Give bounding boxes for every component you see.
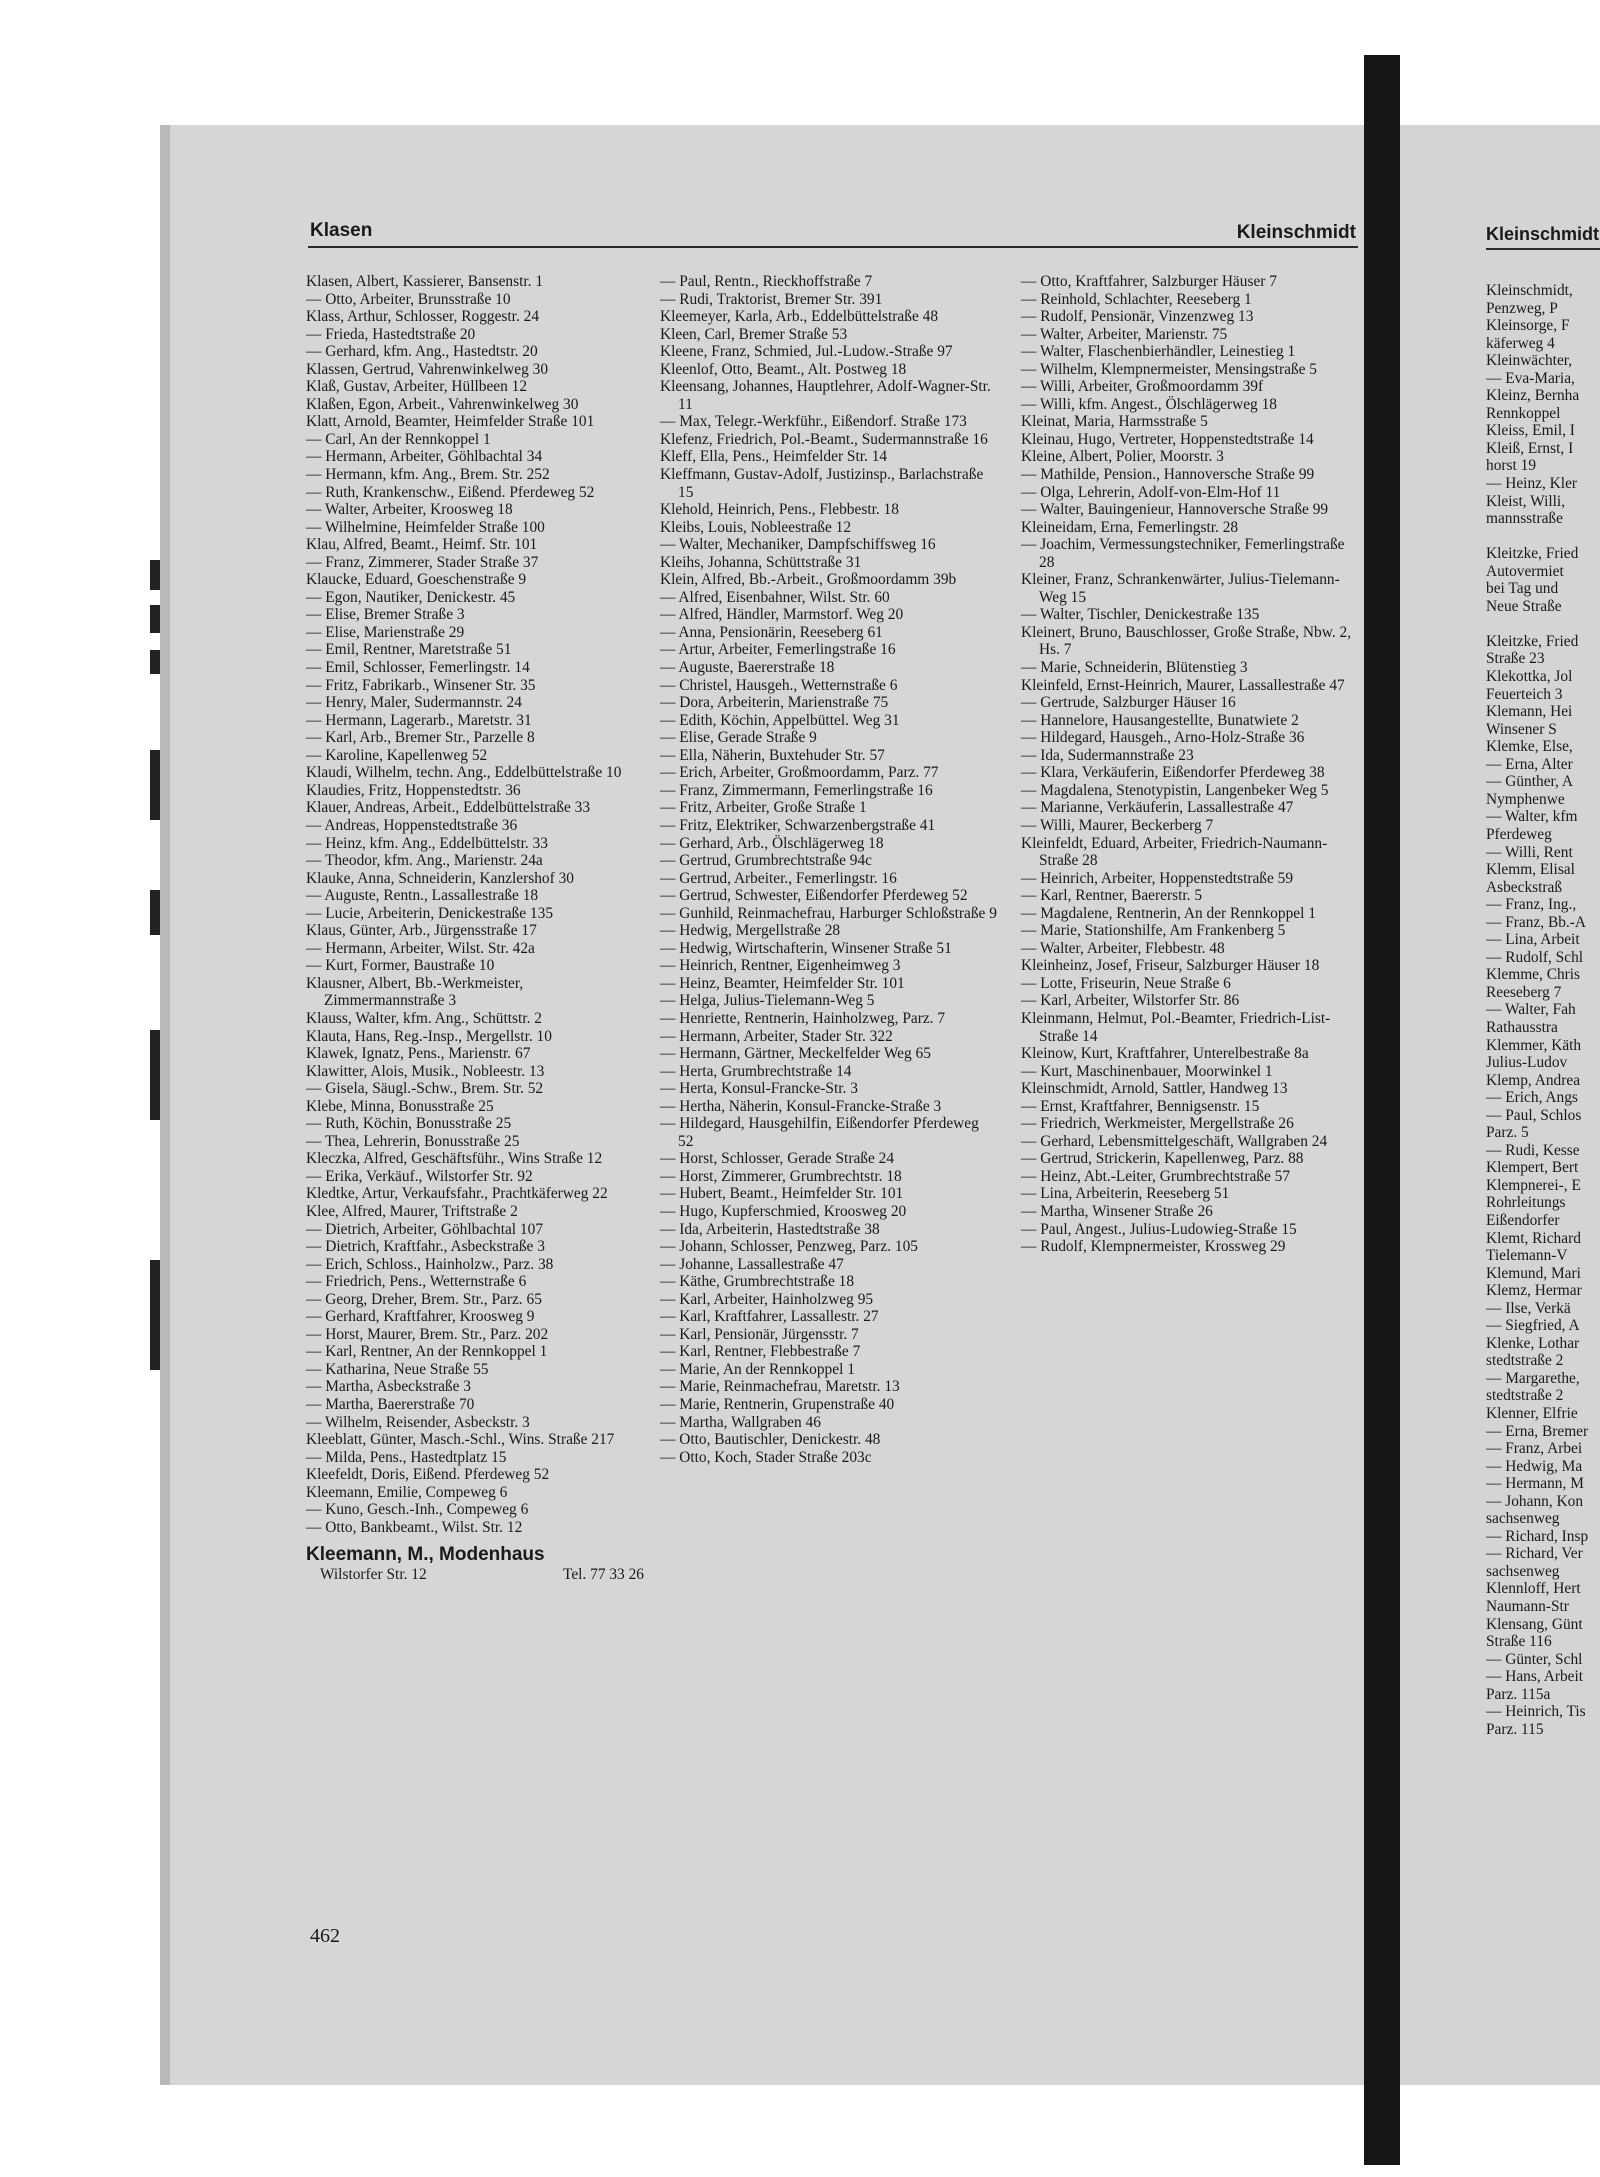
directory-entry: Klaucke, Eduard, Goeschenstraße 9 (306, 571, 527, 589)
directory-entry: — Fritz, Elektriker, Schwarzenbergstraße 41 (660, 816, 936, 834)
directory-entry: — Otto, Kraftfahrer, Salzburger Häuser 7 (1021, 273, 1277, 290)
directory-entry-fragment: — Erich, Angs (1486, 1089, 1578, 1107)
directory-entry-fragment: Pferdeweg (1486, 825, 1552, 843)
directory-entry: Klauss, Walter, kfm. Ang., Schüttstr. 2 (306, 1009, 542, 1027)
directory-entry: — Gertrud, Grumbrechtstraße 94c (660, 852, 872, 870)
directory-entry-fragment: — Richard, Ver (1486, 1545, 1583, 1563)
directory-entry: Klawitter, Alois, Musik., Nobleestr. 13 (306, 1062, 545, 1080)
directory-entry: — Katharina, Neue Straße 55 (306, 1360, 489, 1378)
directory-entry-fragment: — Günter, Schl (1486, 1650, 1583, 1668)
directory-entry: — Gertrude, Salzburger Häuser 16 (1021, 694, 1236, 712)
directory-entry-fragment: sachsenweg (1486, 1562, 1560, 1580)
directory-entry: — Hildegard, Hausgeh., Arno-Holz-Straße 36 (1021, 729, 1305, 747)
directory-entry-fragment: Winsener S (1486, 720, 1557, 738)
directory-entry: — Ella, Näherin, Buxtehuder Str. 57 (660, 746, 885, 764)
directory-entry: — Karl, Rentner, An der Rennkoppel 1 (306, 1343, 548, 1361)
directory-entry: — Anna, Pensionärin, Reeseberg 61 (660, 623, 883, 641)
directory-entry-fragment (1486, 615, 1600, 633)
directory-entry: — Georg, Dreher, Brem. Str., Parz. 65 (306, 1290, 542, 1308)
directory-entry: Kleiner, Franz, Schrankenwärter, Julius-Tielemann-Weg 15 (1021, 571, 1340, 606)
directory-entry: Klauke, Anna, Schneiderin, Kanzlershof 30 (306, 869, 574, 887)
directory-entry: — Walter, Flaschenbierhändler, Leinestieg 1 (1021, 343, 1296, 361)
directory-entry: — Friedrich, Werkmeister, Mergellstraße 26 (1021, 1115, 1294, 1133)
directory-entry: — Heinz, Beamter, Heimfelder Str. 101 (660, 974, 905, 992)
directory-entry: — Willi, Arbeiter, Großmoordamm 39f (1021, 378, 1264, 396)
directory-entry: — Martha, Baererstraße 70 (306, 1396, 475, 1413)
directory-entry: — Karl, Arb., Bremer Str., Parzelle 8 (306, 729, 535, 747)
directory-entry: — Gerhard, kfm. Ang., Hastedtstr. 20 (306, 343, 538, 361)
directory-entry-fragment: Klemke, Else, (1486, 738, 1573, 756)
directory-entry-fragment: mannsstraße (1486, 510, 1563, 528)
directory-entry-fragment: Rathausstra (1486, 1018, 1558, 1036)
directory-entry: Klassen, Gertrud, Vahrenwinkelweg 30 (306, 360, 549, 378)
running-head-next-page: Kleinschmidt (1486, 224, 1600, 244)
directory-entry: — Emil, Schlosser, Femerlingstr. 14 (306, 659, 530, 677)
directory-entry-fragment: Penzweg, P (1486, 299, 1558, 317)
directory-entry: — Reinhold, Schlachter, Reeseberg 1 (1021, 290, 1252, 308)
directory-entry: — Hertha, Näherin, Konsul-Francke-Straße 3 (660, 1097, 942, 1115)
directory-entry: Kleefeldt, Doris, Eißend. Pferdeweg 52 (306, 1466, 550, 1484)
running-head-left: Klasen (310, 220, 373, 241)
directory-entry: — Max, Telegr.-Werkführ., Eißendorf. Straße 173 (660, 413, 967, 431)
directory-entry-fragment: — Heinz, Kler (1486, 475, 1578, 493)
directory-entry: — Hermann, Arbeiter, Wilst. Str. 42a (306, 939, 535, 957)
directory-entry: — Henry, Maler, Sudermannstr. 24 (306, 694, 522, 712)
directory-entry: — Martha, Wallgraben 46 (660, 1413, 821, 1431)
directory-entry-fragment: Kleiss, Emil, I (1486, 422, 1575, 440)
directory-entry: Klauer, Andreas, Arbeit., Eddelbüttelstraße 33 (306, 799, 591, 817)
directory-entry: — Gunhild, Reinmachefrau, Harburger Schloßstraße 9 (660, 904, 997, 922)
advert-contact (306, 1566, 644, 1584)
directory-entry-fragment: stedtstraße 2 (1486, 1352, 1564, 1370)
directory-entry: Kleinow, Kurt, Kraftfahrer, Unterelbestraße 8a (1021, 1045, 1309, 1063)
directory-entry: — Hermann, Arbeiter, Göhlbachtal 34 (306, 448, 543, 466)
directory-entry-fragment: — Walter, Fah (1486, 1001, 1576, 1019)
directory-entry: — Walter, Bauingenieur, Hannoversche Straße 99 (1021, 501, 1329, 519)
directory-entry-fragment: Klemund, Mari (1486, 1264, 1581, 1282)
directory-entry: — Andreas, Hoppenstedtstraße 36 (306, 816, 518, 834)
directory-entry: — Gerhard, Arb., Ölschlägerweg 18 (660, 834, 884, 852)
directory-entry: — Marie, Schneiderin, Blütenstieg 3 (1021, 659, 1248, 677)
directory-entry: — Ruth, Krankenschw., Eißend. Pferdeweg 52 (306, 483, 595, 501)
directory-entry: — Karl, Rentner, Baererstr. 5 (1021, 887, 1203, 905)
directory-entry-fragment: Klemt, Richard (1486, 1229, 1581, 1247)
directory-entry: Klaßen, Egon, Arbeit., Vahrenwinkelweg 30 (306, 395, 579, 413)
directory-entry-fragment: — Erna, Alter (1486, 755, 1573, 773)
advert-name: Kleemann, M., Modenhaus (306, 1544, 545, 1566)
directory-entry: — Horst, Schlosser, Gerade Straße 24 (660, 1150, 895, 1168)
directory-entry-fragment: Kleitzke, Fried (1486, 545, 1579, 563)
directory-entry: — Frieda, Hastedtstraße 20 (306, 325, 476, 343)
directory-entry: — Hermann, kfm. Ang., Brem. Str. 252 (306, 466, 550, 484)
directory-entry: — Walter, Mechaniker, Dampfschiffsweg 16 (660, 536, 936, 554)
directory-entry: — Gerhard, Kraftfahrer, Kroosweg 9 (306, 1308, 535, 1326)
directory-entry-fragment: — Hermann, M (1486, 1475, 1584, 1493)
directory-entry: — Hermann, Lagerarb., Maretstr. 31 (306, 711, 532, 729)
directory-entry: — Franz, Zimmermann, Femerlingstraße 16 (660, 781, 933, 799)
directory-entry: — Ida, Arbeiterin, Hastedtstraße 38 (660, 1220, 880, 1238)
directory-entry: Kleinmann, Helmut, Pol.-Beamter, Friedrich-List-Straße 14 (1021, 1009, 1331, 1045)
directory-entry: — Erika, Verkäuf., Wilstorfer Str. 92 (306, 1167, 533, 1185)
directory-entry: — Willi, kfm. Angest., Ölschlägerweg 18 (1021, 395, 1277, 413)
directory-entry: — Karl, Arbeiter, Hainholzweg 95 (660, 1290, 874, 1308)
book-spine (1364, 55, 1400, 2165)
directory-entry-fragment: Klemmer, Käth (1486, 1036, 1582, 1054)
directory-entry: — Elise, Marienstraße 29 (306, 623, 465, 641)
directory-entry-fragment: Kleiß, Ernst, I (1486, 439, 1574, 457)
directory-entry: — Dietrich, Kraftfahr., Asbeckstraße 3 (306, 1238, 545, 1256)
directory-entry: Kleffmann, Gustav-Adolf, Justizinsp., Barlachstraße 15 (660, 466, 984, 501)
directory-entry: — Herta, Grumbrechtstraße 14 (660, 1062, 852, 1080)
directory-entry: — Otto, Bautischler, Denickestr. 48 (660, 1431, 881, 1449)
directory-entry-fragment: — Rudolf, Schl (1486, 948, 1584, 966)
directory-entry: — Friedrich, Pens., Wetternstraße 6 (306, 1273, 527, 1291)
directory-entry: Klaß, Gustav, Arbeiter, Hüllbeen 12 (306, 378, 528, 396)
directory-entry-fragment: Klensang, Günt (1486, 1615, 1583, 1633)
directory-entry-fragment: stedtstraße 2 (1486, 1387, 1564, 1405)
directory-entry: — Lucie, Arbeiterin, Denickestraße 135 (306, 904, 554, 922)
directory-entry-fragment: Klempnerei-, E (1486, 1176, 1581, 1194)
directory-entry: — Auguste, Baererstraße 18 (660, 659, 835, 677)
directory-entry-fragment: Klenner, Elfrie (1486, 1405, 1578, 1422)
directory-entry-fragment: — Lina, Arbeit (1486, 931, 1580, 949)
directory-entry: — Johann, Schlosser, Penzweg, Parz. 105 (660, 1238, 918, 1256)
directory-entry: — Fritz, Arbeiter, Große Straße 1 (660, 799, 867, 817)
directory-entry: Klee, Alfred, Maurer, Triftstraße 2 (306, 1202, 518, 1220)
directory-entry: — Kuno, Gesch.-Inh., Compeweg 6 (306, 1501, 529, 1519)
directory-entry: Kleinheinz, Josef, Friseur, Salzburger Häuser 18 (1021, 957, 1320, 975)
directory-entry-fragment: Kleinschmidt, (1486, 282, 1573, 299)
directory-entry: Kleinschmidt, Arnold, Sattler, Handweg 13 (1021, 1080, 1288, 1098)
directory-entry: — Thea, Lehrerin, Bonusstraße 25 (306, 1132, 520, 1150)
directory-entry: — Martha, Winsener Straße 26 (1021, 1202, 1213, 1220)
directory-entry: — Gerhard, Lebensmittelgeschäft, Wallgraben 24 (1021, 1132, 1328, 1150)
directory-entry: — Walter, Tischler, Denickestraße 135 (1021, 606, 1260, 624)
directory-entry-fragment: — Günther, A (1486, 773, 1574, 791)
next-page-column (1486, 282, 1600, 1738)
directory-entry: — Gertrud, Strickerin, Kapellenweg, Parz. 88 (1021, 1150, 1304, 1168)
directory-entry-fragment: — Ilse, Verkä (1486, 1299, 1571, 1317)
directory-entry: — Gertrud, Arbeiter., Femerlingstr. 16 (660, 869, 897, 887)
directory-entry-fragment: Eißendorfer (1486, 1211, 1560, 1229)
directory-entry-fragment: Reeseberg 7 (1486, 983, 1562, 1001)
directory-entry-fragment: — Willi, Rent (1486, 843, 1573, 861)
directory-entry: — Elise, Gerade Straße 9 (660, 729, 817, 747)
directory-entry-fragment: Klenke, Lothar (1486, 1334, 1580, 1352)
directory-entry: — Helga, Julius-Tielemann-Weg 5 (660, 992, 875, 1010)
directory-entry: — Dora, Arbeiterin, Marienstraße 75 (660, 694, 889, 712)
directory-entry: — Henriette, Rentnerin, Hainholzweg, Parz. 7 (660, 1009, 946, 1027)
directory-entry: Klein, Alfred, Bb.-Arbeit., Großmoordamm 39b (660, 571, 957, 589)
directory-entry-fragment: Klemm, Elisal (1486, 861, 1575, 879)
directory-entry: Klaus, Günter, Arb., Jürgensstraße 17 (306, 922, 537, 940)
directory-entry-fragment: Klennloff, Hert (1486, 1580, 1581, 1598)
directory-entry: Klass, Arthur, Schlosser, Roggestr. 24 (306, 308, 540, 326)
directory-entry: — Hannelore, Hausangestellte, Bunatwiete 2 (1021, 711, 1299, 729)
directory-entry: — Erich, Schloss., Hainholzw., Parz. 38 (306, 1255, 554, 1273)
directory-entry: Kleenlof, Otto, Beamt., Alt. Postweg 18 (660, 360, 907, 378)
directory-entry: — Hermann, Gärtner, Meckelfelder Weg 65 (660, 1045, 931, 1063)
directory-entry-fragment: — Paul, Schlos (1486, 1106, 1582, 1124)
directory-entry: Kleineidam, Erna, Femerlingstr. 28 (1021, 518, 1239, 536)
directory-entry-fragment: — Richard, Insp (1486, 1527, 1589, 1545)
directory-column-1 (306, 273, 644, 1584)
directory-entry-fragment: — Hedwig, Ma (1486, 1457, 1583, 1475)
directory-entry: — Karl, Rentner, Flebbestraße 7 (660, 1343, 861, 1361)
directory-entry: — Käthe, Grumbrechtstraße 18 (660, 1273, 855, 1291)
directory-entry: Kleihs, Johanna, Schüttstraße 31 (660, 553, 862, 571)
directory-entry-fragment: — Johann, Kon (1486, 1492, 1584, 1510)
directory-entry-fragment: Straße 23 (1486, 650, 1545, 668)
directory-entry-fragment: Rennkoppel (1486, 404, 1561, 422)
directory-entry: — Hugo, Kupferschmied, Kroosweg 20 (660, 1202, 907, 1220)
directory-entry-fragment: käferweg 4 (1486, 334, 1555, 352)
directory-entry-fragment: sachsenweg (1486, 1510, 1560, 1528)
directory-entry: Klehold, Heinrich, Pens., Flebbestr. 18 (660, 501, 899, 519)
directory-entry: — Gertrud, Schwester, Eißendorfer Pferdeweg 52 (660, 887, 968, 905)
directory-entry: Kleinert, Bruno, Bauschlosser, Große Straße, Nbw. 2, Hs. 7 (1021, 623, 1352, 659)
directory-entry: Klasen, Albert, Kassierer, Bansenstr. 1 (306, 273, 544, 290)
page-number: 462 (310, 1925, 340, 1947)
directory-entry: Kleinat, Maria, Harmsstraße 5 (1021, 413, 1208, 431)
directory-entry: Klauta, Hans, Reg.-Insp., Mergellstr. 10 (306, 1027, 552, 1045)
directory-entry-fragment: Tielemann-V (1486, 1247, 1568, 1265)
advert-address: Wilstorfer Str. 12 (320, 1566, 427, 1584)
directory-entry: — Erich, Arbeiter, Großmoordamm, Parz. 77 (660, 764, 939, 782)
directory-entry: Kleibs, Louis, Nobleestraße 12 (660, 518, 852, 536)
directory-entry-fragment: Naumann-Str (1486, 1598, 1569, 1616)
directory-entry-fragment: Kleinwächter, (1486, 352, 1573, 370)
directory-entry: Klaudi, Wilhelm, techn. Ang., Eddelbüttelstraße 10 (306, 764, 622, 782)
directory-entry: Kleczka, Alfred, Geschäftsführ., Wins Straße 12 (306, 1150, 603, 1168)
directory-entry-fragment: — Eva-Maria, (1486, 369, 1575, 387)
directory-entry: Klatt, Arnold, Beamter, Heimfelder Straße 101 (306, 413, 595, 431)
directory-entry-fragment: — Hans, Arbeit (1486, 1668, 1584, 1686)
directory-entry: Klebe, Minna, Bonusstraße 25 (306, 1097, 494, 1115)
directory-entry: — Egon, Nautiker, Denickestr. 45 (306, 588, 516, 606)
directory-entry: — Marie, Reinmachefrau, Maretstr. 13 (660, 1378, 900, 1396)
directory-entry: — Heinz, Abt.-Leiter, Grumbrechtstraße 57 (1021, 1167, 1291, 1185)
directory-entry: — Karoline, Kapellenweg 52 (306, 746, 488, 764)
directory-entry-fragment: Straße 116 (1486, 1633, 1552, 1651)
directory-entry: — Otto, Arbeiter, Brunsstraße 10 (306, 290, 511, 308)
directory-entry: — Carl, An der Rennkoppel 1 (306, 430, 491, 448)
directory-entry: — Horst, Zimmerer, Grumbrechtstr. 18 (660, 1167, 902, 1185)
directory-entry-fragment: Kleist, Willi, (1486, 492, 1566, 510)
directory-entry-fragment: — Erna, Bremer (1486, 1422, 1589, 1440)
directory-entry: — Rudolf, Pensionär, Vinzenzweg 13 (1021, 308, 1254, 326)
directory-entry: — Wilhelm, Reisender, Asbeckstr. 3 (306, 1413, 530, 1431)
directory-entry: — Artur, Arbeiter, Femerlingstraße 16 (660, 641, 896, 659)
directory-entry: — Lina, Arbeiterin, Reeseberg 51 (1021, 1185, 1230, 1203)
directory-entry: — Franz, Zimmerer, Stader Straße 37 (306, 553, 539, 571)
directory-entry: Klausner, Albert, Bb.-Werkmeister, Zimmermannstraße 3 (306, 974, 524, 1010)
directory-entry: — Otto, Bankbeamt., Wilst. Str. 12 (306, 1518, 523, 1536)
directory-entry: — Karl, Arbeiter, Wilstorfer Str. 86 (1021, 992, 1240, 1010)
directory-entry: Kleen, Carl, Bremer Straße 53 (660, 325, 848, 343)
directory-entry: — Willi, Maurer, Beckerberg 7 (1021, 816, 1214, 834)
directory-entry-fragment: Klempert, Bert (1486, 1159, 1579, 1177)
directory-entry-fragment: — Rudi, Kesse (1486, 1141, 1580, 1159)
directory-entry-fragment: — Franz, Ing., (1486, 896, 1577, 914)
directory-entry: — Alfred, Eisenbahner, Wilst. Str. 60 (660, 588, 890, 606)
directory-entry: Kleinau, Hugo, Vertreter, Hoppenstedtstraße 14 (1021, 430, 1314, 448)
directory-entry: Kleinfeldt, Eduard, Arbeiter, Friedrich-Naumann-Straße 28 (1021, 834, 1328, 870)
directory-entry-fragment: — Franz, Bb.-A (1486, 913, 1587, 931)
directory-entry: — Marie, Stationshilfe, Am Frankenberg 5 (1021, 922, 1286, 940)
directory-entry: — Karl, Pensionär, Jürgensstr. 7 (660, 1325, 859, 1343)
directory-entry-fragment (1486, 528, 1600, 546)
directory-entry: — Milda, Pens., Hastedtplatz 15 (306, 1448, 507, 1466)
directory-entry: — Christel, Hausgeh., Wetternstraße 6 (660, 676, 898, 694)
directory-entry: — Fritz, Fabrikarb., Winsener Str. 35 (306, 676, 536, 694)
directory-entry-fragment: Asbeckstraß (1486, 878, 1563, 896)
directory-entry: — Heinrich, Arbeiter, Hoppenstedtstraße 59 (1021, 869, 1294, 887)
directory-entry: — Marianne, Verkäuferin, Lassallestraße 47 (1021, 799, 1294, 817)
running-head-right: Kleinschmidt (1236, 222, 1356, 243)
directory-entry: — Dietrich, Arbeiter, Göhlbachtal 107 (306, 1220, 544, 1238)
directory-entry-fragment: Klemme, Chris (1486, 966, 1581, 984)
directory-entry: — Gisela, Säugl.-Schw., Brem. Str. 52 (306, 1080, 544, 1098)
directory-entry-fragment: Feuerteich 3 (1486, 685, 1563, 703)
directory-entry-fragment: Parz. 5 (1486, 1124, 1529, 1142)
directory-entry: — Karl, Kraftfahrer, Lassallestr. 27 (660, 1308, 879, 1326)
directory-entry: — Hedwig, Wirtschafterin, Winsener Straße 51 (660, 939, 952, 957)
directory-entry-fragment: Kleinsorge, F (1486, 317, 1570, 335)
directory-entry: Klefenz, Friedrich, Pol.-Beamt., Sudermannstraße 16 (660, 430, 988, 448)
header-rule (308, 246, 1358, 248)
advert-phone: Tel. 77 33 26 (563, 1566, 644, 1584)
directory-entry: — Joachim, Vermessungstechniker, Femerlingstraße 28 (1021, 536, 1345, 571)
directory-entry: Kledtke, Artur, Verkaufsfahr., Prachtkäferweg 22 (306, 1185, 608, 1203)
directory-entry-fragment: Klemann, Hei (1486, 703, 1573, 721)
directory-entry: — Magdalene, Rentnerin, An der Rennkoppel 1 (1021, 904, 1316, 922)
directory-entry-fragment: Rohrleitungs (1486, 1194, 1566, 1212)
directory-entry: Kleene, Franz, Schmied, Jul.-Ludow.-Straße 97 (660, 343, 953, 361)
directory-entry: — Wilhelm, Klempnermeister, Mensingstraße 5 (1021, 360, 1317, 378)
directory-entry-fragment: Klekottka, Jol (1486, 668, 1573, 686)
directory-entry-fragment: Klemp, Andrea (1486, 1071, 1581, 1089)
directory-entry: — Klara, Verkäuferin, Eißendorfer Pferdeweg 38 (1021, 764, 1325, 782)
header-rule-next-page (1486, 248, 1600, 250)
directory-entry: — Wilhelmine, Heimfelder Straße 100 (306, 518, 545, 536)
directory-entry: — Rudi, Traktorist, Bremer Str. 391 (660, 290, 883, 308)
directory-entry-fragment: Kleitzke, Fried (1486, 632, 1579, 650)
directory-entry: — Paul, Angest., Julius-Ludowieg-Straße 15 (1021, 1220, 1297, 1238)
directory-entry: — Walter, Arbeiter, Flebbestr. 48 (1021, 939, 1225, 957)
directory-entry: Kleemann, Emilie, Compeweg 6 (306, 1483, 508, 1501)
directory-entry: — Herta, Konsul-Francke-Str. 3 (660, 1080, 858, 1098)
directory-entry-fragment: Autovermiet (1486, 562, 1564, 580)
directory-entry: — Mathilde, Pension., Hannoversche Straße 99 (1021, 466, 1315, 484)
directory-entry: — Lotte, Friseurin, Neue Straße 6 (1021, 974, 1231, 992)
margin-marks (150, 560, 166, 1460)
directory-entry-fragment: Nymphenwe (1486, 790, 1565, 808)
directory-entry: — Ruth, Köchin, Bonusstraße 25 (306, 1115, 512, 1133)
directory-entry-fragment: — Walter, kfm (1486, 808, 1578, 826)
directory-column-3 (1021, 273, 1359, 1256)
directory-entry-fragment: Neue Straße (1486, 597, 1562, 615)
directory-entry: Kleinfeld, Ernst-Heinrich, Maurer, Lassallestraße 47 (1021, 676, 1345, 694)
directory-entry: — Theodor, kfm. Ang., Marienstr. 24a (306, 852, 543, 870)
directory-entry-fragment: Parz. 115a (1486, 1685, 1551, 1703)
directory-entry-fragment: — Heinrich, Tis (1486, 1703, 1586, 1721)
directory-entry: — Johanne, Lassallestraße 47 (660, 1255, 844, 1273)
directory-entry: — Kurt, Former, Baustraße 10 (306, 957, 495, 975)
directory-entry: — Auguste, Rentn., Lassallestraße 18 (306, 887, 539, 905)
directory-column-2 (660, 273, 998, 1466)
directory-entry-fragment: Julius-Ludov (1486, 1054, 1568, 1072)
directory-entry: Klawek, Ignatz, Pens., Marienstr. 67 (306, 1045, 531, 1063)
directory-entry: — Paul, Rentn., Rieckhoffstraße 7 (660, 273, 873, 290)
directory-entry-fragment: — Franz, Arbei (1486, 1440, 1583, 1458)
directory-entry: — Heinz, kfm. Ang., Eddelbüttelstr. 33 (306, 834, 548, 852)
directory-entry: — Kurt, Maschinenbauer, Moorwinkel 1 (1021, 1062, 1273, 1080)
directory-entry: — Marie, An der Rennkoppel 1 (660, 1360, 855, 1378)
directory-entry: — Emil, Rentner, Maretstraße 51 (306, 641, 512, 659)
directory-entry: — Elise, Bremer Straße 3 (306, 606, 465, 624)
directory-entry: Klaudies, Fritz, Hoppenstedtstr. 36 (306, 781, 521, 799)
directory-entry: Klau, Alfred, Beamt., Heimf. Str. 101 (306, 536, 538, 554)
directory-entry: — Hildegard, Hausgehilfin, Eißendorfer Pferdeweg 52 (660, 1115, 979, 1150)
directory-entry: — Ernst, Kraftfahrer, Bennigsenstr. 15 (1021, 1097, 1260, 1115)
directory-entry: — Walter, Arbeiter, Kroosweg 18 (306, 501, 513, 519)
directory-entry-fragment: Parz. 115 (1486, 1720, 1544, 1738)
directory-entry: — Alfred, Händler, Marmstorf. Weg 20 (660, 606, 904, 624)
directory-entry: — Martha, Asbeckstraße 3 (306, 1378, 471, 1396)
directory-entry: — Heinrich, Rentner, Eigenheimweg 3 (660, 957, 901, 975)
directory-entry: — Ida, Sudermannstraße 23 (1021, 746, 1194, 764)
directory-entry-fragment: Klemz, Hermar (1486, 1282, 1582, 1300)
directory-entry: — Hubert, Beamt., Heimfelder Str. 101 (660, 1185, 904, 1203)
directory-entry: — Hermann, Arbeiter, Stader Str. 322 (660, 1027, 893, 1045)
directory-entry: Kleensang, Johannes, Hauptlehrer, Adolf-Wagner-Str. 11 (660, 378, 991, 413)
directory-entry: — Olga, Lehrerin, Adolf-von-Elm-Hof 11 (1021, 483, 1281, 501)
directory-entry: Kleine, Albert, Polier, Moorstr. 3 (1021, 448, 1224, 466)
directory-entry: — Magdalena, Stenotypistin, Langenbeker Weg 5 (1021, 781, 1329, 799)
directory-entry-fragment: Kleinz, Bernha (1486, 387, 1580, 405)
directory-entry: — Horst, Maurer, Brem. Str., Parz. 202 (306, 1325, 549, 1343)
directory-entry-fragment: horst 19 (1486, 457, 1537, 475)
directory-entry: Kleeblatt, Günter, Masch.-Schl., Wins. Straße 217 (306, 1431, 615, 1449)
directory-entry: — Walter, Arbeiter, Marienstr. 75 (1021, 325, 1228, 343)
directory-entry: Kleemeyer, Karla, Arb., Eddelbüttelstraße 48 (660, 308, 939, 326)
directory-entry-fragment: — Siegfried, A (1486, 1317, 1580, 1335)
directory-entry-fragment: — Margarethe, (1486, 1369, 1580, 1387)
directory-entry-fragment: bei Tag und (1486, 580, 1559, 598)
directory-entry: — Rudolf, Klempnermeister, Krossweg 29 (1021, 1238, 1286, 1256)
directory-entry: — Otto, Koch, Stader Straße 203c (660, 1448, 872, 1466)
directory-entry: Kleff, Ella, Pens., Heimfelder Str. 14 (660, 448, 888, 466)
directory-entry: — Hedwig, Mergellstraße 28 (660, 922, 841, 940)
directory-entry: — Edith, Köchin, Appelbüttel. Weg 31 (660, 711, 900, 729)
directory-entry: — Marie, Rentnerin, Grupenstraße 40 (660, 1396, 895, 1413)
